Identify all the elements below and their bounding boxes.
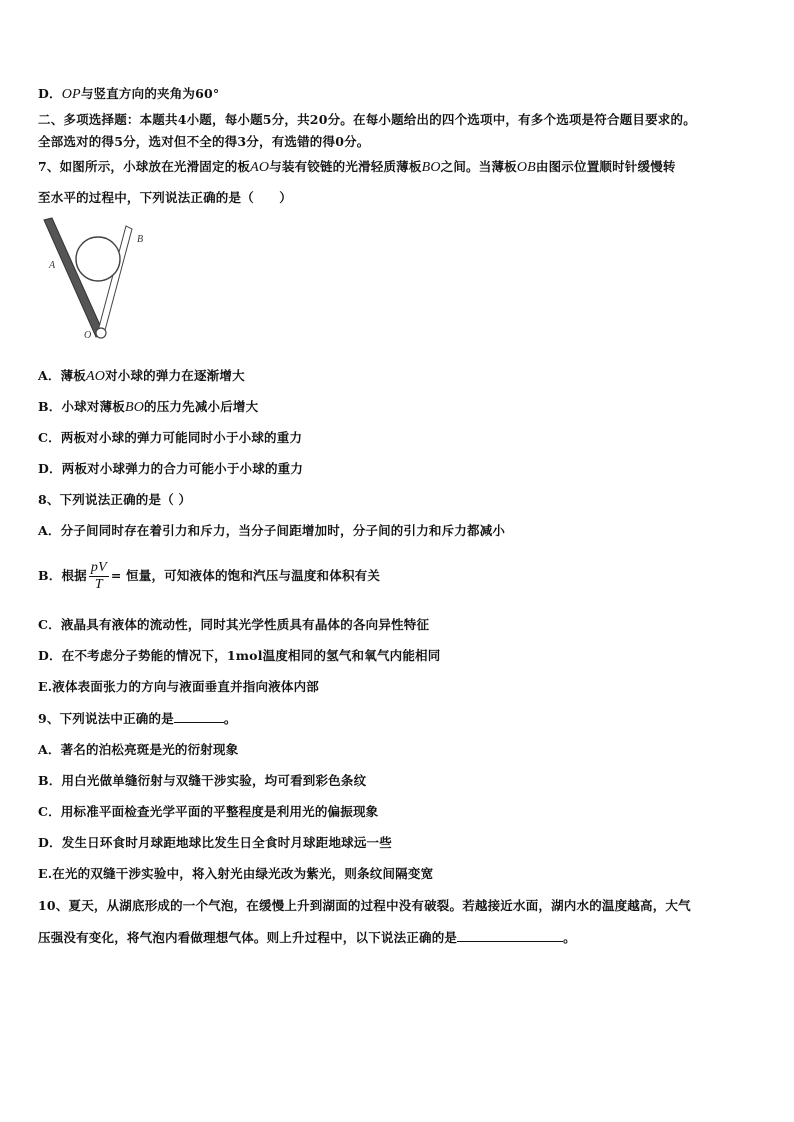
q9-option-a: A．著名的泊松亮斑是光的衍射现象 bbox=[38, 742, 239, 757]
question-10-stem-cont: 压强没有变化，将气泡内看做理想气体。则上升过程中，以下说法正确的是 。 bbox=[38, 930, 576, 945]
q7-option-b: B．小球对薄板BO的压力先减小后增大 bbox=[38, 399, 259, 415]
q7-option-a: A．薄板AO对小球的弹力在逐渐增大 bbox=[38, 368, 245, 384]
q8-option-a: A．分子间同时存在着引力和斥力，当分子间距增加时，分子间的引力和斥力都减小 bbox=[38, 523, 506, 538]
q8-option-b: B．根据 $\frac{pV}{T}$ = 恒量，可知液体的饱和汽压与温度和体积有关 bbox=[38, 560, 381, 592]
figure-svg bbox=[40, 216, 160, 342]
label-a: A bbox=[49, 260, 56, 271]
q9-option-b: B．用白光做单缝衍射与双缝干涉实验，均可看到彩色条纹 bbox=[38, 773, 367, 788]
label-b: B bbox=[137, 234, 144, 245]
answer-blank bbox=[174, 710, 224, 723]
board-ball-figure bbox=[40, 216, 160, 346]
q8-option-c: C．液晶具有液体的流动性，同时其光学性质具有晶体的各向异性特征 bbox=[38, 617, 430, 632]
question-10-stem: 10、夏天，从湖底形成的一个气泡，在缓慢上升到湖面的过程中没有破裂。若越接近水面，湖内水的温度越高，大气 bbox=[38, 898, 691, 913]
question-8-stem: 8、下列说法正确的是（ ） bbox=[38, 492, 192, 507]
question-7-stem: 7、如图所示，小球放在光滑固定的板AO与装有铰链的光滑轻质薄板BO之间。当薄板OB由图示位置顺时针缓慢转 bbox=[38, 159, 676, 175]
pv-over-t-fraction: $\frac{pV}{T}$ bbox=[90, 560, 107, 592]
question-9-stem: 9、下列说法中正确的是 。 bbox=[38, 711, 237, 726]
ball-shape bbox=[76, 237, 120, 281]
section-instructions: 全部选对的得5分，选对但不全的得3分，有选错的得0分。 bbox=[38, 134, 370, 149]
q7-option-d: D．两板对小球弹力的合力可能小于小球的重力 bbox=[38, 461, 304, 476]
q7-option-c: C．两板对小球的弹力可能同时小于小球的重力 bbox=[38, 430, 303, 445]
section-heading: 二、多项选择题：本题共4小题，每小题5分，共20分。在每小题给出的四个选项中，有多个选项是符合题目要求的。 bbox=[38, 112, 696, 127]
option-d-prev: D．OP与竖直方向的夹角为60° bbox=[38, 86, 220, 102]
question-7-stem-cont: 至水平的过程中，下列说法正确的是（ ） bbox=[38, 190, 293, 205]
q8-option-e: E.液体表面张力的方向与液面垂直并指向液体内部 bbox=[38, 679, 319, 694]
hinge-shape bbox=[96, 328, 106, 338]
q8-option-d: D．在不考虑分子势能的情况下，1mol温度相同的氢气和氧气内能相同 bbox=[38, 648, 441, 663]
answer-blank bbox=[457, 929, 563, 942]
q9-option-e: E.在光的双缝干涉实验中，将入射光由绿光改为紫光，则条纹间隔变宽 bbox=[38, 866, 434, 881]
q9-option-d: D．发生日环食时月球距地球比发生日全食时月球距地球远一些 bbox=[38, 835, 392, 850]
q9-option-c: C．用标准平面检查光学平面的平整程度是利用光的偏振现象 bbox=[38, 804, 379, 819]
label-o: O bbox=[84, 330, 92, 341]
